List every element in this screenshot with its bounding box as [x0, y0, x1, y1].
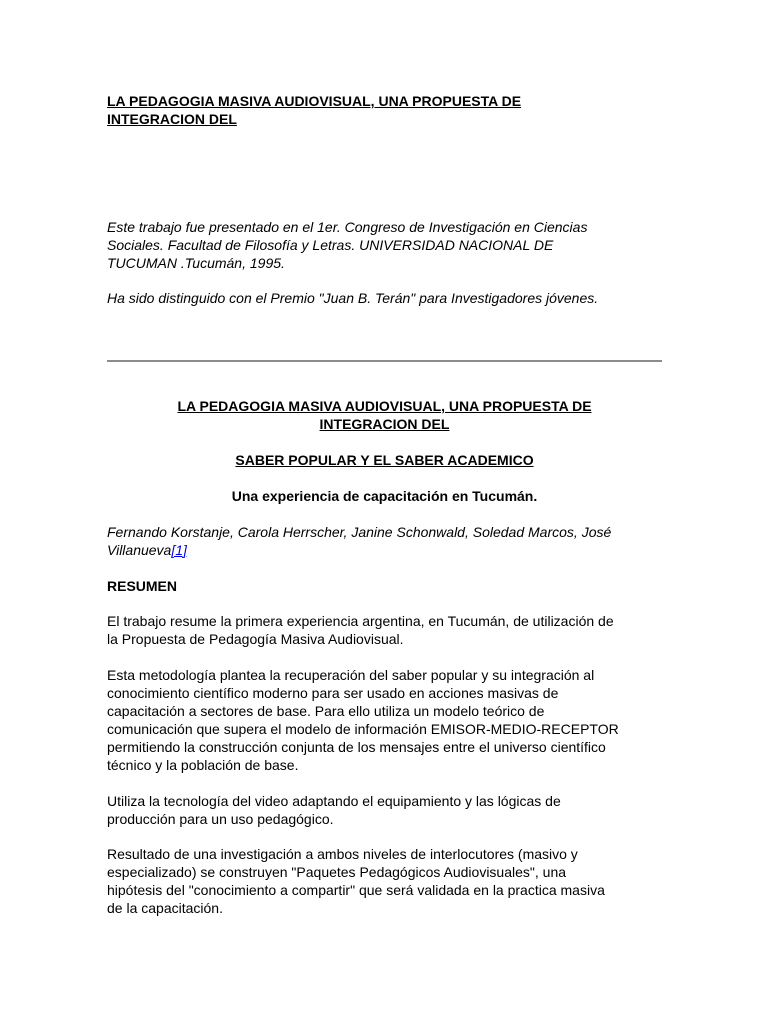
paragraph-line: producción para un uso pedagógico. — [107, 811, 334, 827]
paragraph-line: El trabajo resume la primera experiencia argentina, en Tucumán, de utilización de — [107, 613, 614, 629]
article-tagline: Una experiencia de capacitación en Tucumán. — [231, 488, 538, 504]
paragraph-line: Utiliza la tecnología del video adaptando el equipamiento y las lógicas de — [107, 793, 561, 809]
presentation-note-line-3: TUCUMAN .Tucumán, 1995. — [107, 255, 285, 271]
article-subtitle: SABER POPULAR Y EL SABER ACADEMICO — [235, 452, 534, 468]
article-title — [107, 397, 662, 433]
paragraph-line: conocimiento científico moderno para ser usado en acciones masivas de — [107, 685, 559, 701]
paragraph-line: comunicación que supera el modelo de información EMISOR-MEDIO-RECEPTOR — [107, 721, 619, 737]
presentation-note-line-2: Sociales. Facultad de Filosofía y Letras. UNIVERSIDAD NACIONAL DE — [107, 237, 554, 253]
header-title — [107, 92, 662, 128]
paragraph-line: de la capacitación. — [107, 900, 223, 916]
article-title-line-2: INTEGRACION DEL — [319, 416, 450, 432]
paragraph-line: Esta metodología plantea la recuperación del saber popular y su integración al — [107, 667, 595, 683]
summary-paragraph-4 — [107, 845, 662, 917]
paragraph-line: Resultado de una investigación a ambos niveles de interlocutores (masivo y — [107, 846, 578, 862]
authors — [107, 523, 662, 559]
paragraph-line: técnico y la población de base. — [107, 757, 299, 773]
summary-paragraph-1 — [107, 612, 662, 648]
summary-paragraph-2 — [107, 666, 662, 774]
award-note: Ha sido distinguido con el Premio "Juan B. Terán" para Investigadores jóvenes. — [107, 290, 599, 306]
horizontal-divider — [107, 360, 662, 362]
presentation-note — [107, 218, 662, 272]
footnote-link[interactable]: [1] — [171, 542, 187, 558]
authors-line-2-text: Villanueva — [107, 542, 172, 558]
summary-heading: RESUMEN — [107, 578, 178, 594]
paragraph-line: la Propuesta de Pedagogía Masiva Audiovisual. — [107, 631, 404, 647]
paragraph-line: capacitación a sectores de base. Para ello utiliza un modelo teórico de — [107, 703, 545, 719]
authors-line-2 — [107, 541, 662, 559]
article-title-line-1: LA PEDAGOGIA MASIVA AUDIOVISUAL, UNA PROPUESTA DE — [177, 398, 592, 414]
header-title-line-2: INTEGRACION DEL — [107, 111, 237, 127]
header-title-line-1: LA PEDAGOGIA MASIVA AUDIOVISUAL, UNA PROPUESTA DE — [107, 93, 522, 109]
paragraph-line: permitiendo la construcción conjunta de los mensajes entre el universo científico — [107, 739, 606, 755]
authors-line-1: Fernando Korstanje, Carola Herrscher, Janine Schonwald, Soledad Marcos, José — [107, 524, 612, 540]
presentation-note-line-1: Este trabajo fue presentado en el 1er. Congreso de Investigación en Ciencias — [107, 219, 588, 235]
paragraph-line: especializado) se construyen "Paquetes Pedagógicos Audiovisuales", una — [107, 864, 567, 880]
paragraph-line: hipótesis del "conocimiento a compartir" que será validada en la practica masiva — [107, 882, 605, 898]
summary-paragraph-3 — [107, 792, 662, 828]
